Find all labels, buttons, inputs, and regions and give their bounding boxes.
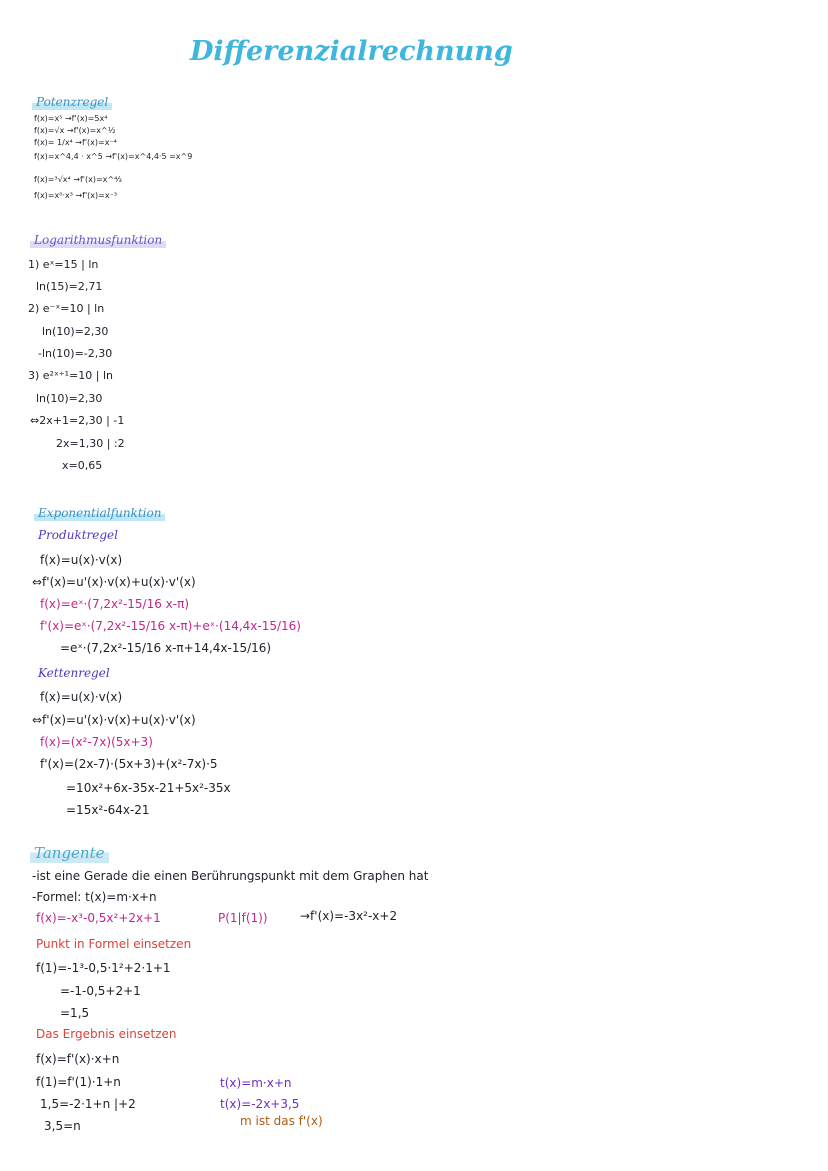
tangente-line: =1,5	[60, 1006, 90, 1020]
logarithmus-heading: Logarithmusfunktion	[30, 232, 166, 248]
tangente-line: -ist eine Gerade die einen Berührungspunkt mit dem Graphen hat	[32, 869, 429, 883]
tangente-line: 3,5=n	[44, 1119, 81, 1133]
tangente-line: =-1-0,5+2+1	[60, 984, 141, 998]
tangente-line: f(1)=-1³-0,5·1²+2·1+1	[36, 961, 171, 975]
tangente-line: P(1|f(1))	[218, 911, 268, 925]
produktregel-heading: Produktregel	[38, 528, 118, 542]
tangente-line: m ist das f'(x)	[240, 1114, 323, 1128]
potenz-line: f(x)=³√x⁴ →f'(x)=x^⁴⁄₃	[34, 175, 122, 184]
log-line: 1) eˣ=15 | ln	[28, 258, 99, 271]
produkt-line: f'(x)=eˣ·(7,2x²-15/16 x-π)+eˣ·(14,4x-15/16)	[40, 619, 301, 633]
kette-line: ⇔f'(x)=u'(x)·v(x)+u(x)·v'(x)	[32, 713, 196, 727]
log-line: ⇔2x+1=2,30 | -1	[30, 414, 125, 427]
tangente-line: →f'(x)=-3x²-x+2	[300, 909, 398, 923]
log-line: ln(10)=2,30	[36, 392, 103, 405]
potenz-line: f(x)= 1/x⁴ →f'(x)=x⁻⁴	[34, 138, 117, 147]
kette-line: =15x²-64x-21	[66, 803, 150, 817]
kette-line: f(x)=(x²-7x)(5x+3)	[40, 735, 153, 749]
exponential-heading: Exponentialfunktion	[34, 505, 165, 521]
potenz-line: f(x)=x⁰·x³ →f'(x)=x⁻³	[34, 191, 118, 200]
potenz-line: f(x)=√x →f'(x)=x^½	[34, 126, 116, 135]
log-line: x=0,65	[62, 459, 103, 472]
produkt-line: ⇔f'(x)=u'(x)·v(x)+u(x)·v'(x)	[32, 575, 196, 589]
tangente-line: 1,5=-2·1+n |+2	[40, 1097, 136, 1111]
kette-line: f(x)=u(x)·v(x)	[40, 690, 123, 704]
produkt-line: f(x)=u(x)·v(x)	[40, 553, 123, 567]
tangente-line: Punkt in Formel einsetzen	[36, 937, 192, 951]
potenz-line: f(x)=x^4,4 · x^5 →f'(x)=x^4,4·5 =x^9	[34, 152, 193, 161]
produkt-line: f(x)=eˣ·(7,2x²-15/16 x-π)	[40, 597, 190, 611]
log-line: ln(10)=2,30	[42, 325, 109, 338]
log-line: 2) e⁻ˣ=10 | ln	[28, 302, 105, 315]
tangente-line: Das Ergebnis einsetzen	[36, 1027, 177, 1041]
potenzregel-heading: Potenzregel	[32, 94, 112, 110]
tangente-line: t(x)=-2x+3,5	[220, 1097, 300, 1111]
tangente-line: f(x)=-x³-0,5x²+2x+1	[36, 911, 161, 925]
produkt-line: =eˣ·(7,2x²-15/16 x-π+14,4x-15/16)	[60, 641, 272, 655]
tangente-heading: Tangente	[30, 844, 109, 863]
tangente-line: t(x)=m·x+n	[220, 1076, 292, 1090]
log-line: -ln(10)=-2,30	[38, 347, 113, 360]
log-line: 2x=1,30 | :2	[56, 437, 125, 450]
log-line: ln(15)=2,71	[36, 280, 103, 293]
tangente-line: f(x)=f'(x)·x+n	[36, 1052, 120, 1066]
kette-line: f'(x)=(2x-7)·(5x+3)+(x²-7x)·5	[40, 757, 218, 771]
log-line: 3) e²ˣ⁺¹=10 | ln	[28, 369, 114, 382]
kette-line: =10x²+6x-35x-21+5x²-35x	[66, 781, 231, 795]
kettenregel-heading: Kettenregel	[38, 666, 110, 680]
tangente-line: -Formel: t(x)=m·x+n	[32, 890, 157, 904]
tangente-line: f(1)=f'(1)·1+n	[36, 1075, 121, 1089]
page-title: Differenzialrechnung	[190, 36, 513, 67]
potenz-line: f(x)=x⁵ →f'(x)=5x⁴	[34, 114, 108, 123]
